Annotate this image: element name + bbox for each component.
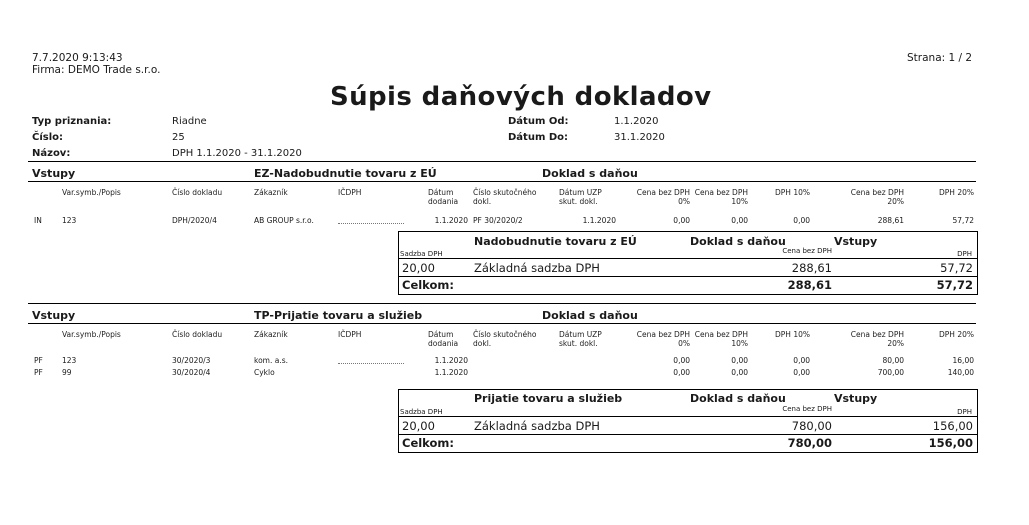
col-cislo-skut: Číslo skutočného dokl. [473,188,537,206]
summary-1-dph: 57,72 [940,261,973,275]
summary-2-doklad: Doklad s daňou [690,392,786,405]
row-varsymb: 123 [62,216,77,225]
company-name: Firma: DEMO Trade s.r.o. [32,64,161,76]
summary-1-doklad: Doklad s daňou [690,235,786,248]
row-datum: 1.1.2020 [434,216,468,225]
cislo-value: 25 [172,132,185,143]
section-1-mid-title: EZ-Nadobudnutie tovaru z EÚ [254,167,437,180]
summary-2-celkom-cena: 780,00 [787,436,832,450]
summary-2-celkom-label: Celkom: [402,436,455,450]
section-1-left-title: Vstupy [32,167,76,180]
row-dph-10: 0,00 [793,216,810,225]
summary-2-cena-header: Cena bez DPH [782,405,832,413]
col-cena-20: Cena bez DPH 20% [850,330,904,348]
nazov-label: Názov: [32,148,71,159]
col-cena-10: Cena bez DPH 10% [694,188,748,206]
summary-1-name: Nadobudnutie tovaru z EÚ [474,235,637,248]
col-cena-0: Cena bez DPH 0% [636,330,690,348]
summary-2-sadzba: 20,00 [402,419,435,433]
row-cislo-dokladu: 30/2020/4 [172,368,211,377]
row-cena-0: 0,00 [673,356,690,365]
section-2-left-title: Vstupy [32,309,76,322]
row-cena-20: 700,00 [877,368,904,377]
section-2-mid-title: TP-Prijatie tovaru a služieb [254,309,423,322]
summary-1-cena-header: Cena bez DPH [782,247,832,255]
row-icdph-redacted [338,359,404,364]
summary-1-rule-a [398,258,978,259]
section-1-top-rule [28,161,976,162]
section-2-right-title: Doklad s daňou [542,309,638,322]
col-cena-20: Cena bez DPH 20% [850,188,904,206]
col-icdph: IČDPH [338,188,362,197]
summary-1-cena: 288,61 [791,261,832,275]
row-varsymb: 123 [62,356,77,365]
section-1-right-title: Doklad s daňou [542,167,638,180]
print-datetime: 7.7.2020 9:13:43 [32,52,123,64]
row-cena-20: 80,00 [882,356,904,365]
report-title: Súpis daňových dokladov [330,82,712,112]
section-2-top-rule [28,303,976,304]
summary-1-popis: Základná sadzba DPH [474,261,600,275]
row-typ: PF [34,356,43,365]
summary-1-dph-header: DPH [957,250,972,258]
summary-2-cena: 780,00 [791,419,832,433]
row-datum: 1.1.2020 [434,368,468,377]
summary-2-dph: 156,00 [932,419,973,433]
col-icdph: IČDPH [338,330,362,339]
row-cena-20: 288,61 [877,216,904,225]
col-zakaznik: Zákazník [254,330,288,339]
datum-do-label: Dátum Do: [508,132,569,143]
col-cislo-skut: Číslo skutočného dokl. [473,330,537,348]
section-2-header-rule [28,323,976,324]
row-varsymb: 99 [62,368,72,377]
summary-2-dph-header: DPH [957,408,972,416]
row-cena-10: 0,00 [731,368,748,377]
typ-value: Riadne [172,116,207,127]
summary-1-sadzba: 20,00 [402,261,435,275]
summary-1-rule-b [398,276,978,277]
col-cena-10: Cena bez DPH 10% [694,330,748,348]
col-cena-0: Cena bez DPH 0% [636,188,690,206]
summary-2-rule-a [398,416,978,417]
summary-1-celkom-dph: 57,72 [936,278,973,292]
row-dph-20: 16,00 [952,356,974,365]
summary-1-vstupy: Vstupy [834,235,878,248]
col-varsymb: Var.symb./Popis [62,330,121,339]
datum-do-value: 31.1.2020 [614,132,665,143]
summary-2-name: Prijatie tovaru a služieb [474,392,623,405]
summary-2-vstupy: Vstupy [834,392,878,405]
summary-2-sadzba-header: Sadzba DPH [400,408,443,416]
row-zakaznik: Cyklo [254,368,275,377]
page-number: Strana: 1 / 2 [907,52,973,64]
col-dph-20: DPH 20% [939,330,974,339]
row-dph-20: 57,72 [952,216,974,225]
col-varsymb: Var.symb./Popis [62,188,121,197]
row-typ: IN [34,216,42,225]
summary-2-celkom-dph: 156,00 [928,436,973,450]
col-dph-10: DPH 10% [775,188,810,197]
row-cena-0: 0,00 [673,216,690,225]
row-datum-uzp: 1.1.2020 [582,216,616,225]
row-dph-10: 0,00 [793,368,810,377]
row-zakaznik: kom. a.s. [254,356,289,365]
col-cislo-dokladu: Číslo dokladu [172,330,223,339]
cislo-label: Číslo: [32,132,64,143]
summary-1-sadzba-header: Sadzba DPH [400,250,443,258]
section-1-header-rule [28,181,976,182]
col-zakaznik: Zákazník [254,188,288,197]
summary-2-popis: Základná sadzba DPH [474,419,600,433]
col-dph-20: DPH 20% [939,188,974,197]
col-datum-uzp: Dátum UZP skut. dokl. [559,188,602,206]
col-dph-10: DPH 10% [775,330,810,339]
col-datum: Dátum dodania [428,188,459,206]
row-datum: 1.1.2020 [434,356,468,365]
row-cislo-dokladu: 30/2020/3 [172,356,211,365]
col-cislo-dokladu: Číslo dokladu [172,188,223,197]
row-cena-10: 0,00 [731,216,748,225]
summary-1-celkom-cena: 288,61 [787,278,832,292]
nazov-value: DPH 1.1.2020 - 31.1.2020 [172,148,302,159]
datum-od-label: Dátum Od: [508,116,569,127]
col-datum: Dátum dodania [428,330,459,348]
row-icdph-redacted [338,219,404,224]
typ-label: Typ priznania: [32,116,112,127]
summary-2-rule-b [398,434,978,435]
row-dph-10: 0,00 [793,356,810,365]
col-datum-uzp: Dátum UZP skut. dokl. [559,330,602,348]
datum-od-value: 1.1.2020 [614,116,659,127]
row-cislo-dokladu: DPH/2020/4 [172,216,217,225]
summary-1-celkom-label: Celkom: [402,278,455,292]
row-zakaznik: AB GROUP s.r.o. [254,216,314,225]
row-dph-20: 140,00 [947,368,974,377]
row-cislo-skut: PF 30/2020/2 [473,216,523,225]
row-typ: PF [34,368,43,377]
row-cena-0: 0,00 [673,368,690,377]
row-cena-10: 0,00 [731,356,748,365]
